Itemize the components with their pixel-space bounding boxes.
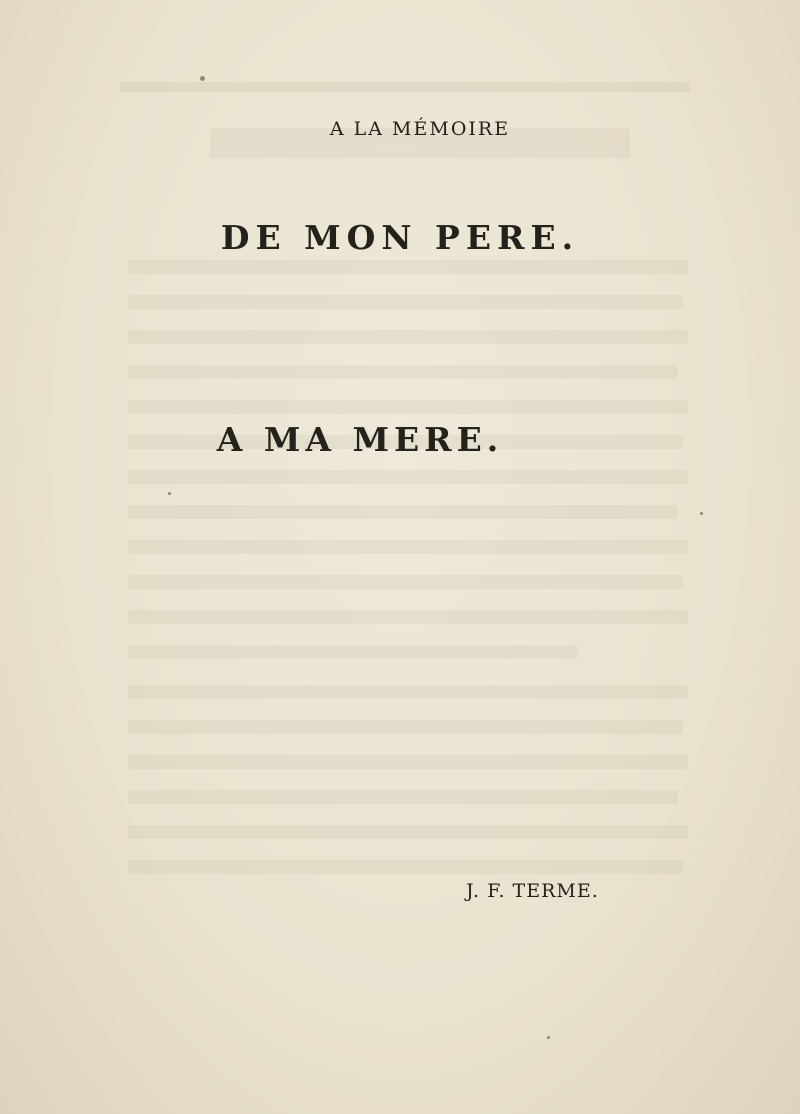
bleed-line [128,685,688,699]
bleed-line [128,720,683,734]
bleed-line [128,505,678,519]
bleed-line [128,825,688,839]
bleed-line [128,860,683,874]
bleed-line [128,365,678,379]
bleed-line [128,295,683,309]
paper-fleck [168,492,171,495]
bleed-through-text [120,70,690,900]
bleed-line [128,470,688,484]
bleed-line [128,610,688,624]
bleed-line [128,755,688,769]
bleed-line [128,645,578,659]
paper-fleck [200,76,205,81]
paper-fleck [700,512,703,515]
bleed-line [128,790,678,804]
bleed-line [128,260,688,274]
bleed-rule [120,82,690,92]
author-signature: J. F. TERME. [466,880,599,902]
dedication-line-memoire: A LA MÉMOIRE [329,118,511,140]
bleed-line [128,540,688,554]
paper-fleck [547,1036,550,1039]
bleed-line [128,575,683,589]
dedication-line-pere: DE MON PERE. [220,218,580,257]
dedication-line-mere: A MA MERE. [216,420,504,459]
bleed-line [128,330,688,344]
bleed-line [128,400,688,414]
